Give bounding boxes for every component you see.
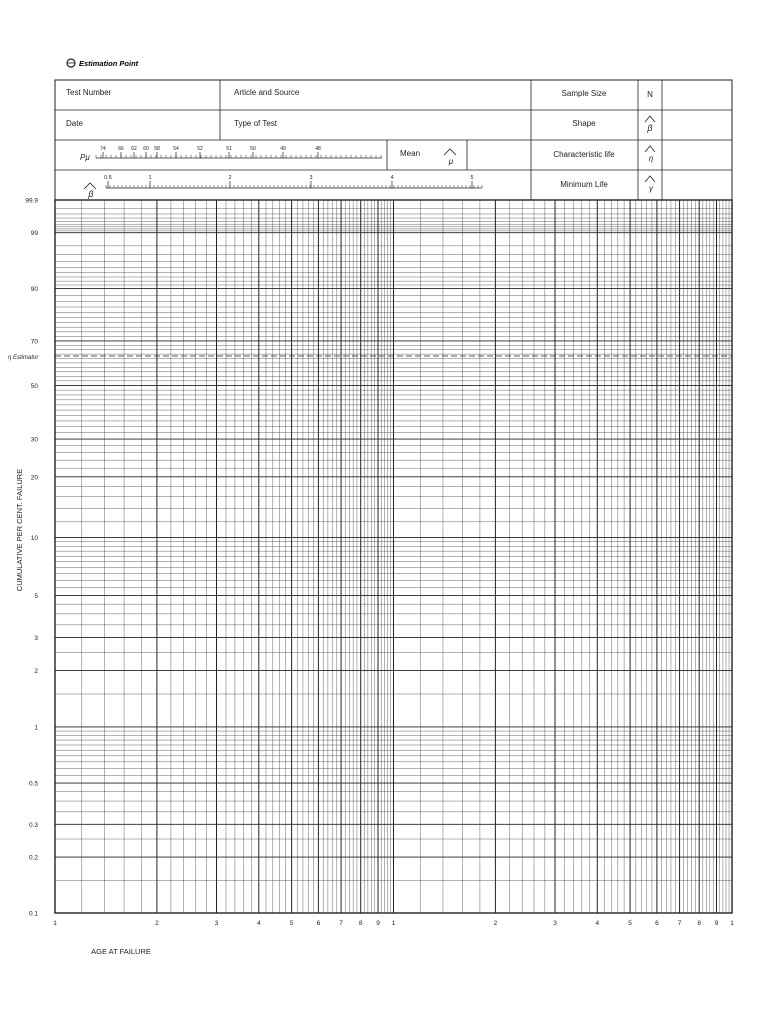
beta-tick-label: 2	[228, 175, 232, 181]
y-axis-title: CUMULATIVE PER CENT. FAILURE	[15, 468, 24, 592]
header-labels	[66, 88, 653, 189]
x-tick-label: 9	[376, 920, 380, 927]
y-tick-label: 99.9	[25, 197, 38, 205]
p-mu-symbol: Pμ	[80, 153, 90, 162]
x-tick-label: 1	[53, 920, 57, 927]
y-tick-label: 2	[34, 668, 38, 676]
beta-scale	[104, 175, 482, 188]
svg-text:μ: μ	[448, 157, 454, 166]
p-mu-tick-label: 52	[197, 146, 203, 152]
x-tick-label: 5	[289, 920, 294, 927]
x-tick-label: 3	[553, 920, 557, 927]
header-table	[55, 80, 732, 200]
y-tick-label: 5	[34, 592, 38, 600]
gamma-hat-icon	[645, 176, 655, 182]
p-mu-tick-label: 62	[131, 146, 137, 152]
svg-text:β: β	[647, 123, 653, 133]
y-tick-label: 90	[30, 286, 38, 294]
p-mu-tick-label: 66	[118, 146, 124, 152]
y-tick-label: 0.1	[28, 910, 38, 918]
sample-size-symbol: N	[647, 90, 653, 99]
p-mu-tick-label: 60	[143, 146, 149, 152]
p-mu-tick-label: 48	[315, 146, 321, 152]
p-mu-tick-label: 74	[100, 146, 106, 152]
x-tick-label: 9	[714, 920, 719, 927]
article-source-label: Article and Source	[234, 88, 300, 97]
y-tick-label: 10	[30, 534, 38, 542]
beta-hat-icon	[645, 116, 655, 122]
estimation-point-legend	[67, 59, 139, 68]
x-tick-label: 6	[655, 920, 659, 927]
p-mu-tick-label: 54	[173, 146, 179, 152]
x-tick-label: 8	[358, 920, 363, 927]
x-tick-label: 1	[391, 920, 396, 927]
beta-tick-label: 1	[148, 175, 152, 181]
p-mu-tick-label: 51	[226, 146, 232, 152]
x-tick-label: 8	[697, 920, 702, 927]
test-number-label: Test Number	[66, 88, 112, 97]
beta-tick-label: 0.5	[104, 175, 112, 181]
type-of-test-label: Type of Test	[234, 119, 277, 128]
p-mu-tick-label: 50	[250, 146, 256, 152]
beta-tick-label: 4	[390, 175, 394, 181]
mean-label: Mean	[400, 149, 421, 158]
shape-label: Shape	[572, 119, 596, 128]
x-tick-label: 7	[677, 920, 682, 927]
y-tick-label: 1	[34, 724, 38, 732]
y-tick-label: 50	[30, 382, 38, 390]
p-mu-scale	[80, 146, 382, 162]
y-tick-label: 20	[30, 474, 38, 482]
x-axis-title: AGE AT FAILURE	[91, 947, 151, 956]
x-tick-label: 4	[595, 920, 600, 927]
x-tick-label: 3	[214, 920, 219, 927]
date-label: Date	[66, 119, 83, 128]
p-mu-tick-label: 58	[154, 146, 160, 152]
y-tick-label: 0.2	[28, 854, 38, 862]
sample-size-label: Sample Size	[561, 89, 607, 98]
x-tick-label: 5	[628, 920, 632, 927]
svg-text:β: β	[88, 189, 94, 199]
x-tick-label: 4	[256, 920, 261, 927]
minimum-life-label: Minimum Life	[560, 180, 608, 189]
x-tick-label: 6	[316, 920, 321, 927]
eta-estimator	[8, 355, 732, 361]
p-mu-tick-label: 49	[280, 146, 286, 152]
y-axis	[25, 198, 38, 918]
y-tick-label: 3	[34, 634, 38, 642]
y-tick-label: 70	[30, 338, 38, 346]
y-tick-label: 0.3	[28, 821, 38, 829]
x-tick-label: 2	[493, 920, 498, 927]
x-tick-label: 2	[155, 920, 159, 927]
characteristic-life-label: Characteristic life	[553, 150, 615, 159]
beta-tick-label: 5	[470, 175, 474, 181]
estimation-point-label: Estimation Point	[79, 59, 139, 68]
svg-text:γ: γ	[649, 184, 653, 193]
svg-text:η: η	[648, 154, 654, 163]
y-tick-label: 99	[30, 230, 38, 238]
eta-estimator-label: η Estimator	[8, 355, 39, 361]
x-tick-label: 1	[730, 920, 734, 927]
y-tick-label: 30	[30, 436, 38, 444]
beta-tick-label: 3	[309, 175, 313, 181]
y-tick-label: 0.5	[28, 780, 38, 788]
x-axis	[53, 920, 734, 927]
eta-hat-icon	[645, 146, 655, 152]
probability-grid	[55, 200, 732, 913]
x-tick-label: 7	[339, 920, 343, 927]
mu-hat-icon	[444, 149, 456, 155]
